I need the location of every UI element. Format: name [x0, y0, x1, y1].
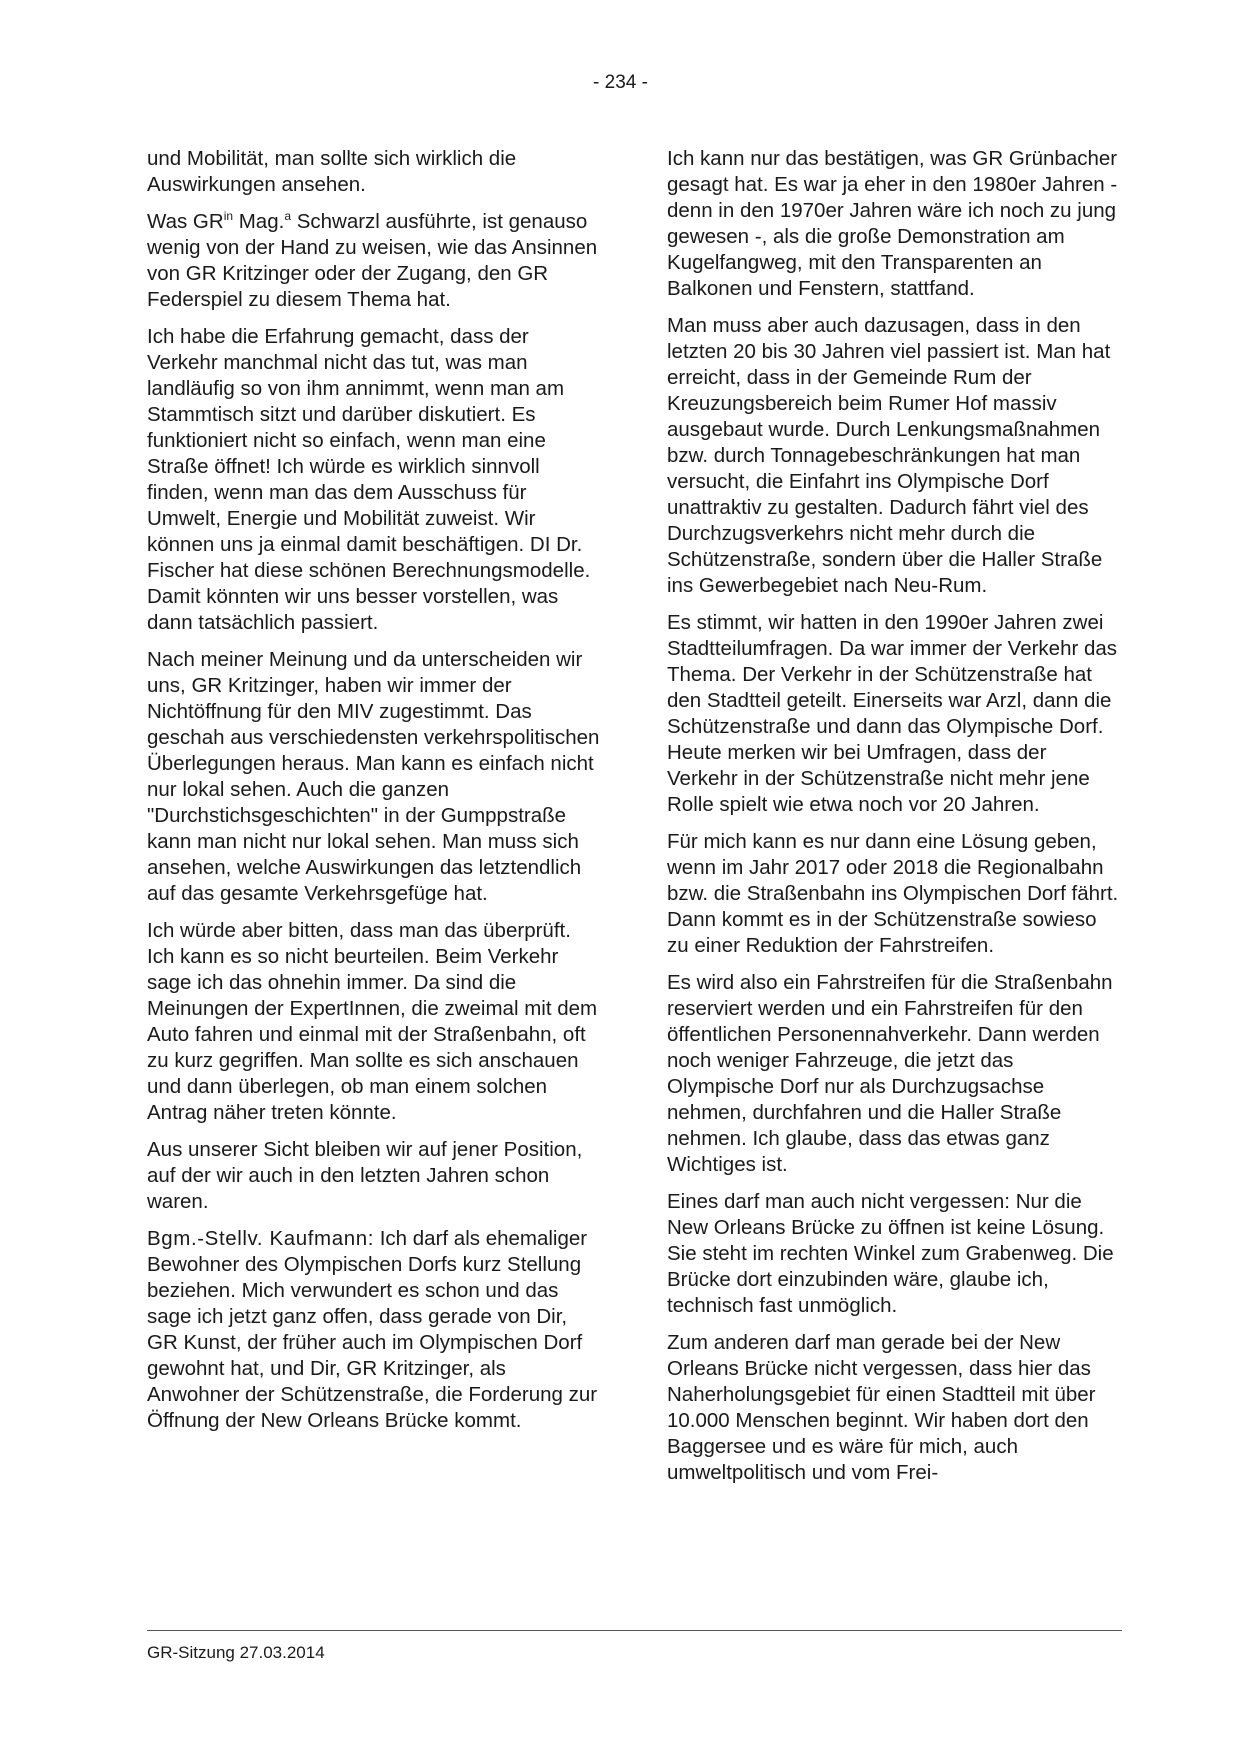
- paragraph: Aus unserer Sicht bleiben wir auf jener Position, auf der wir auch in den letzten Jahren schon waren.: [147, 1138, 583, 1213]
- speech-text: Ich darf als ehemaliger Bewohner des Olympischen Dorfs kurz Stellung beziehen. Mich verwundert es schon und das sage ich jetzt ganz offen, dass gerade von Dir, GR Kunst, der früher auch im Olympischen Dorf gewohnt hat, und Dir, GR Kritzinger, als Anwohner der Schützenstraße, die Forderung zur Öffnung der New Orleans Brücke kommt.: [147, 1227, 598, 1432]
- footer-text: GR-Sitzung 27.03.2014: [147, 1643, 325, 1662]
- paragraph: Nach meiner Meinung und da unterscheiden wir uns, GR Kritzinger, haben wir immer der Nichtöffnung für den MIV zugestimmt. Das geschah aus verschiedensten verkehrspolitischen Überlegungen heraus. Man kann es einfach nicht nur lokal sehen. Auch die ganzen "Durchstichsgeschichten" in der Gumppstraße kann man nicht nur lokal sehen. Man muss sich ansehen, welche Auswirkungen das letztendlich auf das gesamte Verkehrsgefüge hat.: [147, 648, 600, 905]
- footer-divider: [147, 1630, 1122, 1631]
- paragraph: Man muss aber auch dazusagen, dass in den letzten 20 bis 30 Jahren viel passiert ist. Man hat erreicht, dass in der Gemeinde Rum der Kreuzungsbereich beim Rumer Hof massiv ausgebaut wurde. Durch Lenkungsmaßnahmen bzw. durch Tonnagebeschränkungen hat man versucht, die Einfahrt ins Olympische Dorf unattraktiv zu gestalten. Dadurch fährt viel des Durchzugsverkehrs nicht mehr durch die Schützenstraße, sondern über die Haller Straße ins Gewerbegebiet nach Neu-Rum.: [667, 314, 1111, 597]
- text-run: Mag.: [233, 210, 285, 233]
- text-run: Schwarzl ausführte, ist genauso wenig von der Hand zu weisen, wie das Ansinnen von GR Kritzinger oder der Zugang, den GR Federspiel zu diesem Thema hat.: [147, 210, 598, 311]
- paragraph: Ich habe die Erfahrung gemacht, dass der Verkehr manchmal nicht das tut, was man landläufig so von ihm annimmt, wenn man am Stammtisch sitzt und darüber diskutiert. Es funktioniert nicht so einfach, wenn man eine Straße öffnet! Ich würde es wirklich sinnvoll finden, wenn man das dem Ausschuss für Umwelt, Energie und Mobilität zuweist. Wir können uns ja einmal damit beschäftigen. DI Dr. Fischer hat diese schönen Berechnungsmodelle. Damit könnten wir uns besser vorstellen, was dann tatsächlich passiert.: [147, 325, 591, 634]
- superscript: a: [284, 209, 291, 223]
- right-column: [667, 146, 1122, 1497]
- paragraph: Für mich kann es nur dann eine Lösung geben, wenn im Jahr 2017 oder 2018 die Regionalbahn bzw. die Straßenbahn ins Olympischen Dorf fährt. Dann kommt es in der Schützenstraße sowieso zu einer Reduktion der Fahrstreifen.: [667, 830, 1119, 957]
- left-column: [147, 146, 602, 1445]
- paragraph: Eines darf man auch nicht vergessen: Nur die New Orleans Brücke zu öffnen ist keine Lösung. Sie steht im rechten Winkel zum Grabenweg. Die Brücke dort einzubinden wäre, glaube ich, technisch fast unmöglich.: [667, 1190, 1114, 1317]
- paragraph: [147, 209, 602, 313]
- paragraph: Zum anderen darf man gerade bei der New Orleans Brücke nicht vergessen, dass hier das Naherholungsgebiet für einen Stadtteil mit über 10.000 Menschen beginnt. Wir haben dort den Baggersee und es wäre für mich, auch umweltpolitisch und vom Frei-: [667, 1331, 1096, 1484]
- paragraph: [147, 1226, 602, 1434]
- superscript: in: [223, 209, 234, 223]
- paragraph: Ich würde aber bitten, dass man das überprüft. Ich kann es so nicht beurteilen. Beim Verkehr sage ich das ohnehin immer. Da sind die Meinungen der ExpertInnen, die zweimal mit dem Auto fahren und einmal mit der Straßenbahn, oft zu kurz gegriffen. Man sollte es sich anschauen und dann überlegen, ob man einem solchen Antrag näher treten könnte.: [147, 919, 598, 1124]
- paragraph: Es stimmt, wir hatten in den 1990er Jahren zwei Stadtteilumfragen. Da war immer der Verkehr das Thema. Der Verkehr in der Schützenstraße hat den Stadtteil geteilt. Einerseits war Arzl, dann die Schützenstraße und dann das Olympische Dorf. Heute merken wir bei Umfragen, dass der Verkehr in der Schützenstraße nicht mehr jene Rolle spielt wie etwa noch vor 20 Jahren.: [667, 611, 1118, 816]
- paragraph: und Mobilität, man sollte sich wirklich die Auswirkungen ansehen.: [147, 147, 517, 196]
- speaker-name: Bgm.-Stellv. Kaufmann:: [147, 1227, 375, 1250]
- paragraph: Ich kann nur das bestätigen, was GR Grünbacher gesagt hat. Es war ja eher in den 1980er Jahren - denn in den 1970er Jahren wäre ich noch zu jung gewesen -, als die große Demonstration am Kugelfangweg, mit den Transparenten an Balkonen und Fenstern, stattfand.: [667, 147, 1118, 300]
- page-number: - 234 -: [593, 72, 648, 93]
- paragraph: Es wird also ein Fahrstreifen für die Straßenbahn reserviert werden und ein Fahrstreifen für den öffentlichen Personennahverkehr. Dann werden noch weniger Fahrzeuge, die jetzt das Olympische Dorf nur als Durchzugsachse nehmen, durchfahren und die Haller Straße nehmen. Ich glaube, dass das etwas ganz Wichtiges ist.: [667, 971, 1113, 1176]
- text-run: Was GR: [147, 210, 224, 233]
